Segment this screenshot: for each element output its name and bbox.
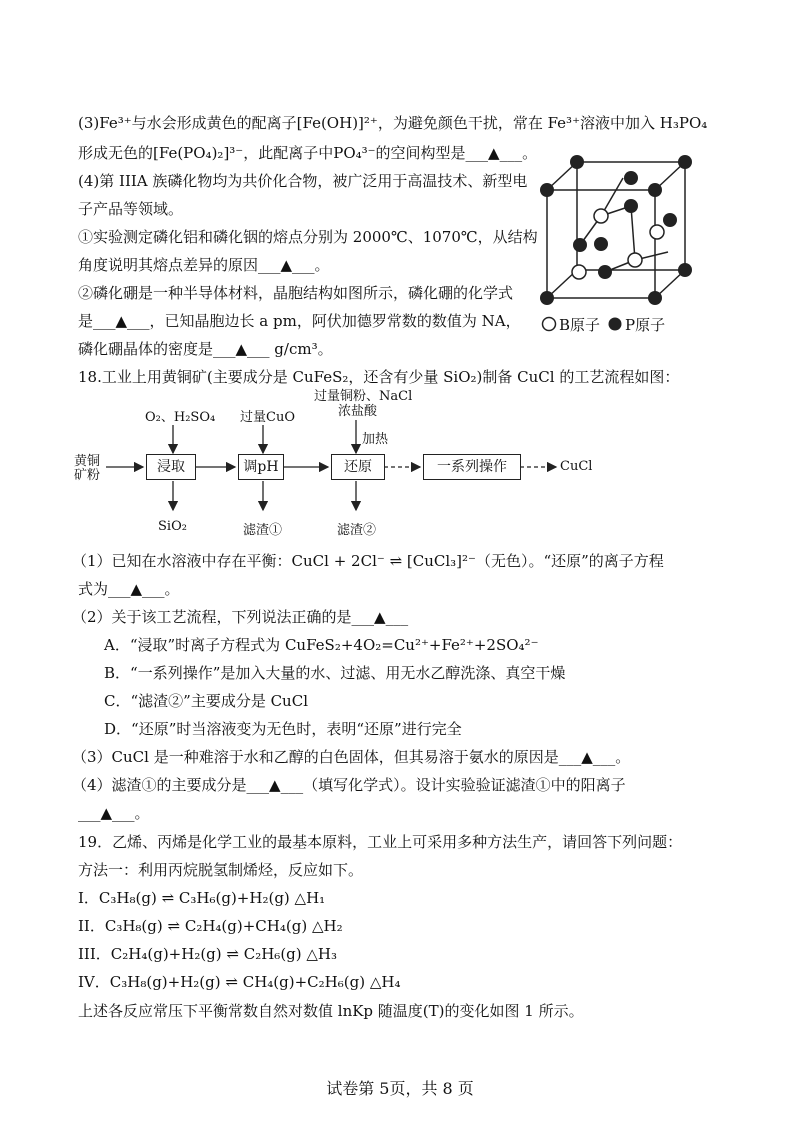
process-flow-arrows — [0, 0, 800, 560]
q18-intro: 18.工业上用黄铜矿(主要成分是 CuFeS₂，还含有少量 SiO₂)制备 CuCl 的工艺流程如图： — [78, 368, 680, 386]
q18-sub1-line-2: 式为___▲___。 — [78, 580, 180, 598]
raw-material-label: 黄铜矿粉 — [74, 454, 101, 483]
q19-reaction-3: III．C₂H₄(g)+H₂(g) ⇌ C₂H₆(g) △H₃ — [78, 945, 338, 963]
q18-sub4-line-2: ___▲___。 — [78, 804, 150, 822]
q17-line-2: 形成无色的[Fe(PO₄)₂]³⁻，此配离子中PO₄³⁻的空间构型是___▲___。 — [78, 144, 538, 162]
q19-intro: 19．乙烯、丙烯是化学工业的最基本原料，工业上可采用多种方法生产，请回答下列问题： — [78, 833, 683, 851]
page-footer: 试卷第 5页，共 8 页 — [326, 1079, 474, 1098]
q18-sub3: （3）CuCl 是一种难溶于水和乙醇的白色固体，但其易溶于氨水的原因是___▲___。 — [72, 748, 631, 766]
q18-sub2: （2）关于该工艺流程，下列说法正确的是___▲___ — [72, 608, 409, 626]
ph-step-box: 调pH — [238, 454, 284, 480]
reduce-output-label: 滤渣② — [337, 523, 377, 538]
q18-option-b: B．“一系列操作”是加入大量的水、过滤、用无水乙醇洗涤、真空干燥 — [104, 664, 566, 682]
q19-reaction-4: IV．C₃H₈(g)+H₂(g) ⇌ CH₄(g)+C₂H₆(g) △H₄ — [78, 973, 401, 991]
ph-output-label: 滤渣① — [243, 523, 283, 538]
reduce-step-box: 还原 — [331, 454, 385, 480]
product-label: CuCl — [560, 459, 593, 474]
b-atom-legend-label: B原子 — [559, 316, 601, 334]
q19-method-1: 方法一：利用丙烷脱氢制烯烃，反应如下。 — [78, 861, 364, 879]
q17-line-7: ②磷化硼是一种半导体材料，晶胞结构如图所示，磷化硼的化学式 — [78, 284, 514, 302]
q17-line-4: 子产品等领域。 — [78, 200, 184, 218]
q18-sub1-line-1: （1）已知在水溶液中存在平衡：CuCl + 2Cl⁻ ⇌ [CuCl₃]²⁻（无色）。“还原”的离子方程 — [72, 552, 664, 570]
q18-option-a: A．“浸取”时离子方程式为 CuFeS₂+4O₂=Cu²⁺+Fe²⁺+2SO₄²⁻ — [104, 636, 539, 654]
leach-step-box: 浸取 — [146, 454, 196, 480]
q17-line-6: 角度说明其熔点差异的原因___▲___。 — [78, 256, 330, 274]
q17-line-3: (4)第 IIIA 族磷化物均为共价化合物，被广泛用于高温技术、新型电 — [78, 172, 528, 190]
q19-reaction-2: II．C₃H₈(g) ⇌ C₂H₄(g)+CH₄(g) △H₂ — [78, 917, 343, 935]
p-atom-legend-label: P原子 — [625, 316, 666, 334]
q17-line-1: (3)Fe³⁺与水会形成黄色的配离子[Fe(OH)]²⁺，为避免颜色干扰，常在 Fe³⁺溶液中加入 H₃PO₄ — [78, 114, 708, 132]
q17-line-8: 是___▲___，已知晶胞边长 a pm，阿伏加德罗常数的数值为 NA， — [78, 312, 521, 330]
ph-input-label: 过量CuO — [240, 410, 295, 425]
q19-reaction-1: I．C₃H₈(g) ⇌ C₃H₆(g)+H₂(g) △H₁ — [78, 889, 326, 907]
reduce-input-label-1: 过量铜粉、NaCl — [314, 389, 413, 404]
q17-line-5: ①实验测定磷化铝和磷化铟的熔点分别为 2000℃、1070℃，从结构 — [78, 228, 538, 246]
series-operation-box: 一系列操作 — [423, 454, 521, 480]
leach-input-label: O₂、H₂SO₄ — [145, 410, 216, 425]
q18-option-c: C．“滤渣②”主要成分是 CuCl — [104, 692, 308, 710]
reduce-input-label-2: 浓盐酸 — [338, 404, 378, 419]
q18-option-d: D．“还原”时当溶液变为无色时，表明“还原”进行完全 — [104, 720, 462, 738]
leach-output-label: SiO₂ — [158, 519, 187, 534]
q19-last-line: 上述各反应常压下平衡常数自然对数值 lnKp 随温度(T)的变化如图 1 所示。 — [78, 1002, 584, 1020]
heat-label: 加热 — [362, 432, 389, 447]
q17-line-9: 磷化硼晶体的密度是___▲___ g/cm³。 — [78, 340, 333, 358]
q18-sub4-line-1: （4）滤渣①的主要成分是___▲___（填写化学式）。设计实验验证滤渣①中的阳离子 — [72, 776, 626, 794]
